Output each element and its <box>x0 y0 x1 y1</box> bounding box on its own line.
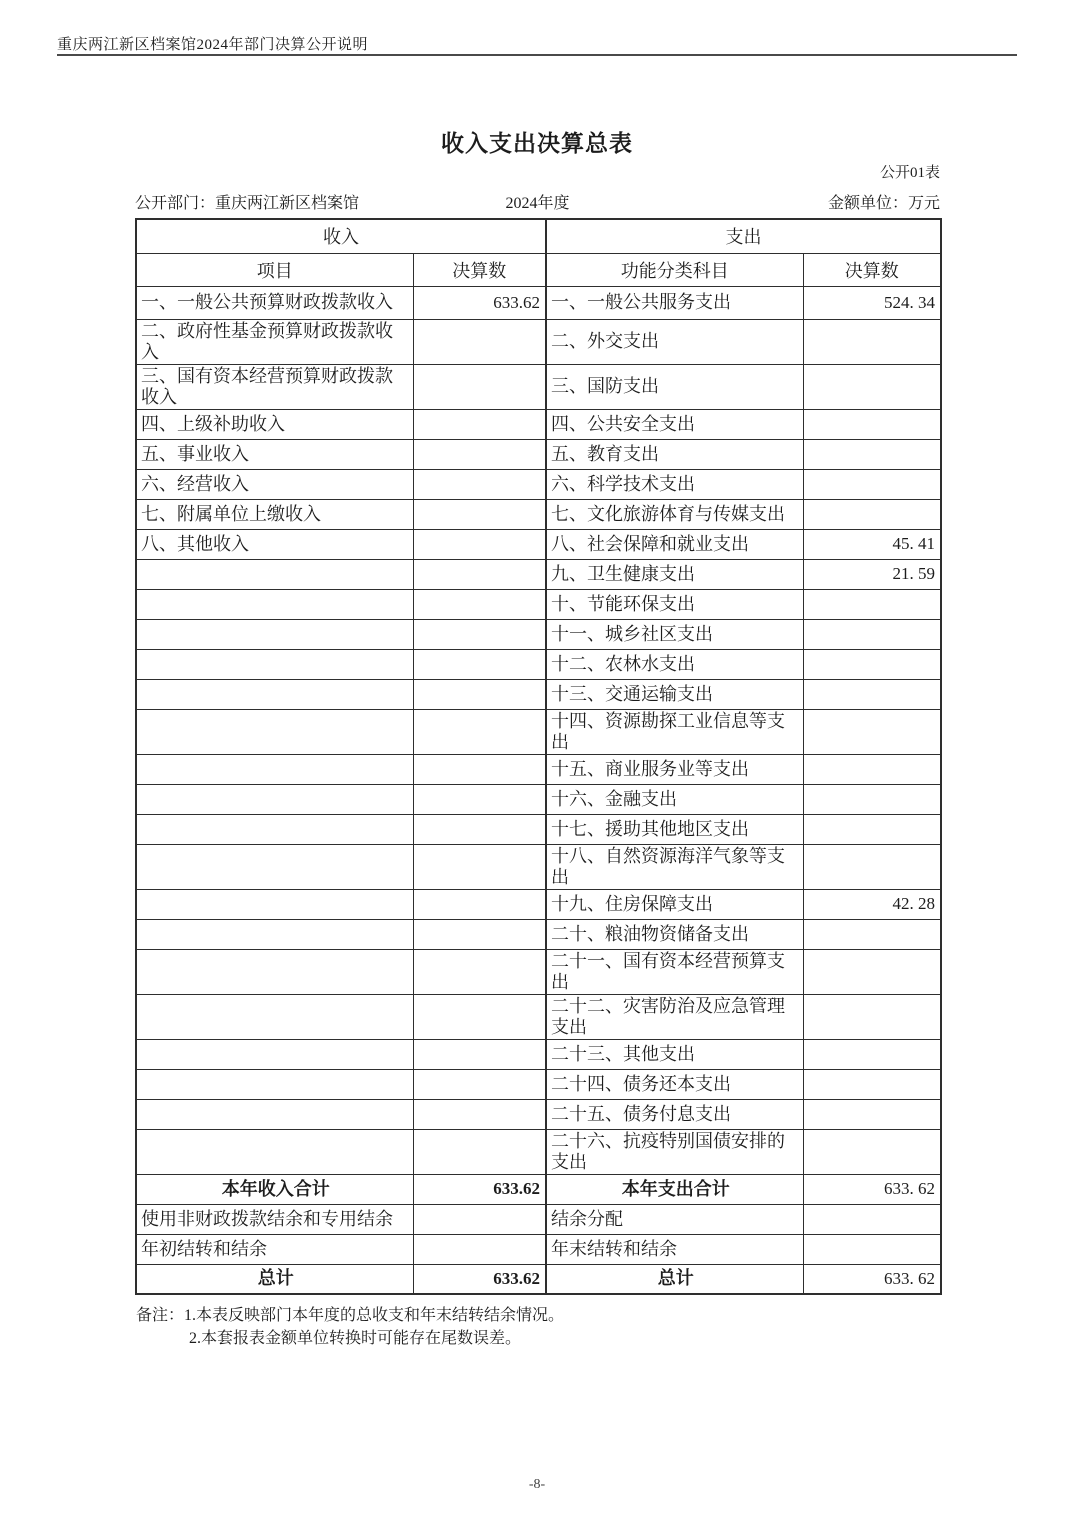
expense-item-cell: 二十三、其他支出 <box>546 1039 803 1069</box>
income-value-cell <box>413 499 546 529</box>
income-value-cell <box>413 1099 546 1129</box>
expense-value-cell <box>803 844 941 889</box>
income-value-cell <box>413 1129 546 1174</box>
table-row <box>136 286 941 319</box>
expense-value-cell <box>803 994 941 1039</box>
expense-value-cell <box>803 679 941 709</box>
table-row <box>136 439 941 469</box>
income-item-cell: 五、事业收入 <box>136 439 413 469</box>
expense-item-cell: 十二、农林水支出 <box>546 649 803 679</box>
expense-item-cell: 二、外交支出 <box>546 319 803 364</box>
table-total-row <box>136 1264 941 1294</box>
expense-value-cell <box>803 1129 941 1174</box>
table-row <box>136 1099 941 1129</box>
income-item-cell <box>136 754 413 784</box>
expense-item-cell: 二十二、灾害防治及应急管理支出 <box>546 994 803 1039</box>
income-value-cell <box>413 469 546 499</box>
table-row <box>136 319 941 364</box>
income-value-cell <box>413 1204 546 1234</box>
expense-item-cell: 二十六、抗疫特别国债安排的支出 <box>546 1129 803 1174</box>
income-value-cell <box>413 439 546 469</box>
expense-value-cell <box>803 499 941 529</box>
table-row <box>136 589 941 619</box>
meta-unit: 金额单位：万元 <box>827 195 940 212</box>
expense-item-cell: 八、社会保障和就业支出 <box>546 529 803 559</box>
column-header-row <box>136 253 941 286</box>
note-line-2: 2.本套报表金额单位转换时可能存在尾数误差。 <box>189 1330 522 1347</box>
expense-value-cell <box>803 919 941 949</box>
meta-row <box>135 190 940 214</box>
expense-item-cell: 一、一般公共服务支出 <box>546 286 803 319</box>
table-row <box>136 469 941 499</box>
table-row <box>136 1039 941 1069</box>
col-header-income-amount: 决算数 <box>413 253 546 286</box>
expense-value-cell: 524. 34 <box>803 286 941 319</box>
expense-value-cell <box>803 619 941 649</box>
expense-item-cell: 二十、粮油物资储备支出 <box>546 919 803 949</box>
table-row <box>136 814 941 844</box>
table-row <box>136 844 941 889</box>
income-item-cell <box>136 1039 413 1069</box>
expense-value-cell <box>803 784 941 814</box>
income-item-cell: 一、一般公共预算财政拨款收入 <box>136 286 413 319</box>
income-value-cell <box>413 994 546 1039</box>
expense-value-cell <box>803 754 941 784</box>
group-header-income: 收入 <box>136 219 546 253</box>
group-header-expense: 支出 <box>546 219 941 253</box>
income-item-cell <box>136 649 413 679</box>
income-item-cell <box>136 1129 413 1174</box>
expense-value-cell <box>803 949 941 994</box>
note-line-1: 备注：1.本表反映部门本年度的总收支和年末结转结余情况。 <box>136 1307 565 1324</box>
table-row <box>136 784 941 814</box>
meta-department: 公开部门：重庆两江新区档案馆 <box>135 195 360 212</box>
income-item-cell: 三、国有资本经营预算财政拨款收入 <box>136 364 413 409</box>
expense-item-cell: 总计 <box>546 1264 803 1294</box>
income-item-cell <box>136 619 413 649</box>
income-item-cell: 年初结转和结余 <box>136 1234 413 1264</box>
expense-item-cell: 二十四、债务还本支出 <box>546 1069 803 1099</box>
income-item-cell: 二、政府性基金预算财政拨款收入 <box>136 319 413 364</box>
table-row <box>136 559 941 589</box>
expense-item-cell: 十六、金融支出 <box>546 784 803 814</box>
expense-item-cell: 十三、交通运输支出 <box>546 679 803 709</box>
income-value-cell <box>413 844 546 889</box>
expense-value-cell <box>803 589 941 619</box>
table-row <box>136 364 941 409</box>
income-item-cell: 本年收入合计 <box>136 1174 413 1204</box>
income-item-cell <box>136 589 413 619</box>
table-row <box>136 919 941 949</box>
table-row <box>136 409 941 439</box>
expense-value-cell <box>803 469 941 499</box>
income-value-cell: 633.62 <box>413 1174 546 1204</box>
document-header-text: 重庆两江新区档案馆2024年部门决算公开说明 <box>57 37 369 53</box>
expense-value-cell <box>803 1234 941 1264</box>
expense-value-cell: 45. 41 <box>803 529 941 559</box>
expense-value-cell: 633. 62 <box>803 1264 941 1294</box>
expense-value-cell <box>803 364 941 409</box>
expense-value-cell: 42. 28 <box>803 889 941 919</box>
income-value-cell <box>413 364 546 409</box>
col-header-item: 项目 <box>136 253 413 286</box>
income-value-cell <box>413 709 546 754</box>
expense-item-cell: 十七、援助其他地区支出 <box>546 814 803 844</box>
expense-item-cell: 七、文化旅游体育与传媒支出 <box>546 499 803 529</box>
table-row <box>136 709 941 754</box>
income-item-cell: 七、附属单位上缴收入 <box>136 499 413 529</box>
table-row <box>136 889 941 919</box>
income-value-cell <box>413 1069 546 1099</box>
income-item-cell <box>136 1099 413 1129</box>
income-value-cell <box>413 1234 546 1264</box>
income-value-cell <box>413 784 546 814</box>
expense-value-cell: 21. 59 <box>803 559 941 589</box>
expense-value-cell <box>803 319 941 364</box>
expense-item-cell: 年末结转和结余 <box>546 1234 803 1264</box>
income-item-cell <box>136 889 413 919</box>
header-rule <box>57 54 1017 56</box>
income-item-cell: 四、上级补助收入 <box>136 409 413 439</box>
table-row <box>136 1204 941 1234</box>
expense-value-cell <box>803 649 941 679</box>
page-number: -8- <box>528 1477 546 1492</box>
expense-item-cell: 十五、商业服务业等支出 <box>546 754 803 784</box>
table-row <box>136 679 941 709</box>
expense-item-cell: 本年支出合计 <box>546 1174 803 1204</box>
income-item-cell <box>136 814 413 844</box>
table-row <box>136 754 941 784</box>
expense-value-cell <box>803 1204 941 1234</box>
income-value-cell <box>413 814 546 844</box>
table-row <box>136 499 941 529</box>
table-row <box>136 649 941 679</box>
income-value-cell <box>413 1039 546 1069</box>
income-item-cell: 总计 <box>136 1264 413 1294</box>
table-row <box>136 1069 941 1099</box>
income-value-cell <box>413 679 546 709</box>
expense-item-cell: 十八、自然资源海洋气象等支出 <box>546 844 803 889</box>
expense-item-cell: 六、科学技术支出 <box>546 469 803 499</box>
income-item-cell <box>136 559 413 589</box>
table-row <box>136 529 941 559</box>
expense-value-cell <box>803 409 941 439</box>
notes <box>136 1304 564 1350</box>
expense-item-cell: 五、教育支出 <box>546 439 803 469</box>
table-label: 公开01表 <box>879 165 940 181</box>
expense-item-cell: 十、节能环保支出 <box>546 589 803 619</box>
income-value-cell <box>413 649 546 679</box>
expense-value-cell <box>803 814 941 844</box>
income-value-cell: 633.62 <box>413 1264 546 1294</box>
income-item-cell <box>136 1069 413 1099</box>
expense-item-cell: 二十一、国有资本经营预算支出 <box>546 949 803 994</box>
income-value-cell <box>413 319 546 364</box>
income-item-cell <box>136 994 413 1039</box>
income-value-cell <box>413 409 546 439</box>
income-item-cell <box>136 679 413 709</box>
table-row <box>136 619 941 649</box>
income-value-cell <box>413 559 546 589</box>
expense-item-cell: 二十五、债务付息支出 <box>546 1099 803 1129</box>
income-value-cell <box>413 889 546 919</box>
table-row <box>136 949 941 994</box>
income-item-cell <box>136 844 413 889</box>
table-row <box>136 1234 941 1264</box>
expense-item-cell: 结余分配 <box>546 1204 803 1234</box>
group-header-row <box>136 219 941 253</box>
income-item-cell <box>136 784 413 814</box>
income-value-cell: 633.62 <box>413 286 546 319</box>
income-item-cell: 六、经营收入 <box>136 469 413 499</box>
income-value-cell <box>413 589 546 619</box>
table-total-row <box>136 1174 941 1204</box>
expense-value-cell <box>803 709 941 754</box>
income-item-cell: 八、其他收入 <box>136 529 413 559</box>
budget-table <box>135 218 942 1295</box>
table-row <box>136 994 941 1039</box>
expense-item-cell: 十九、住房保障支出 <box>546 889 803 919</box>
expense-item-cell: 四、公共安全支出 <box>546 409 803 439</box>
expense-value-cell <box>803 439 941 469</box>
income-value-cell <box>413 949 546 994</box>
meta-year: 2024年度 <box>505 195 570 212</box>
expense-value-cell: 633. 62 <box>803 1174 941 1204</box>
income-item-cell <box>136 949 413 994</box>
expense-value-cell <box>803 1099 941 1129</box>
expense-item-cell: 九、卫生健康支出 <box>546 559 803 589</box>
table-row <box>136 1129 941 1174</box>
income-item-cell <box>136 919 413 949</box>
col-header-expense-amount: 决算数 <box>803 253 941 286</box>
income-item-cell: 使用非财政拨款结余和专用结余 <box>136 1204 413 1234</box>
col-header-function: 功能分类科目 <box>546 253 803 286</box>
income-value-cell <box>413 919 546 949</box>
expense-item-cell: 三、国防支出 <box>546 364 803 409</box>
expense-item-cell: 十一、城乡社区支出 <box>546 619 803 649</box>
expense-value-cell <box>803 1039 941 1069</box>
income-value-cell <box>413 619 546 649</box>
income-value-cell <box>413 754 546 784</box>
expense-item-cell: 十四、资源勘探工业信息等支出 <box>546 709 803 754</box>
income-item-cell <box>136 709 413 754</box>
income-value-cell <box>413 529 546 559</box>
expense-value-cell <box>803 1069 941 1099</box>
doc-title: 收入支出决算总表 <box>441 131 633 156</box>
